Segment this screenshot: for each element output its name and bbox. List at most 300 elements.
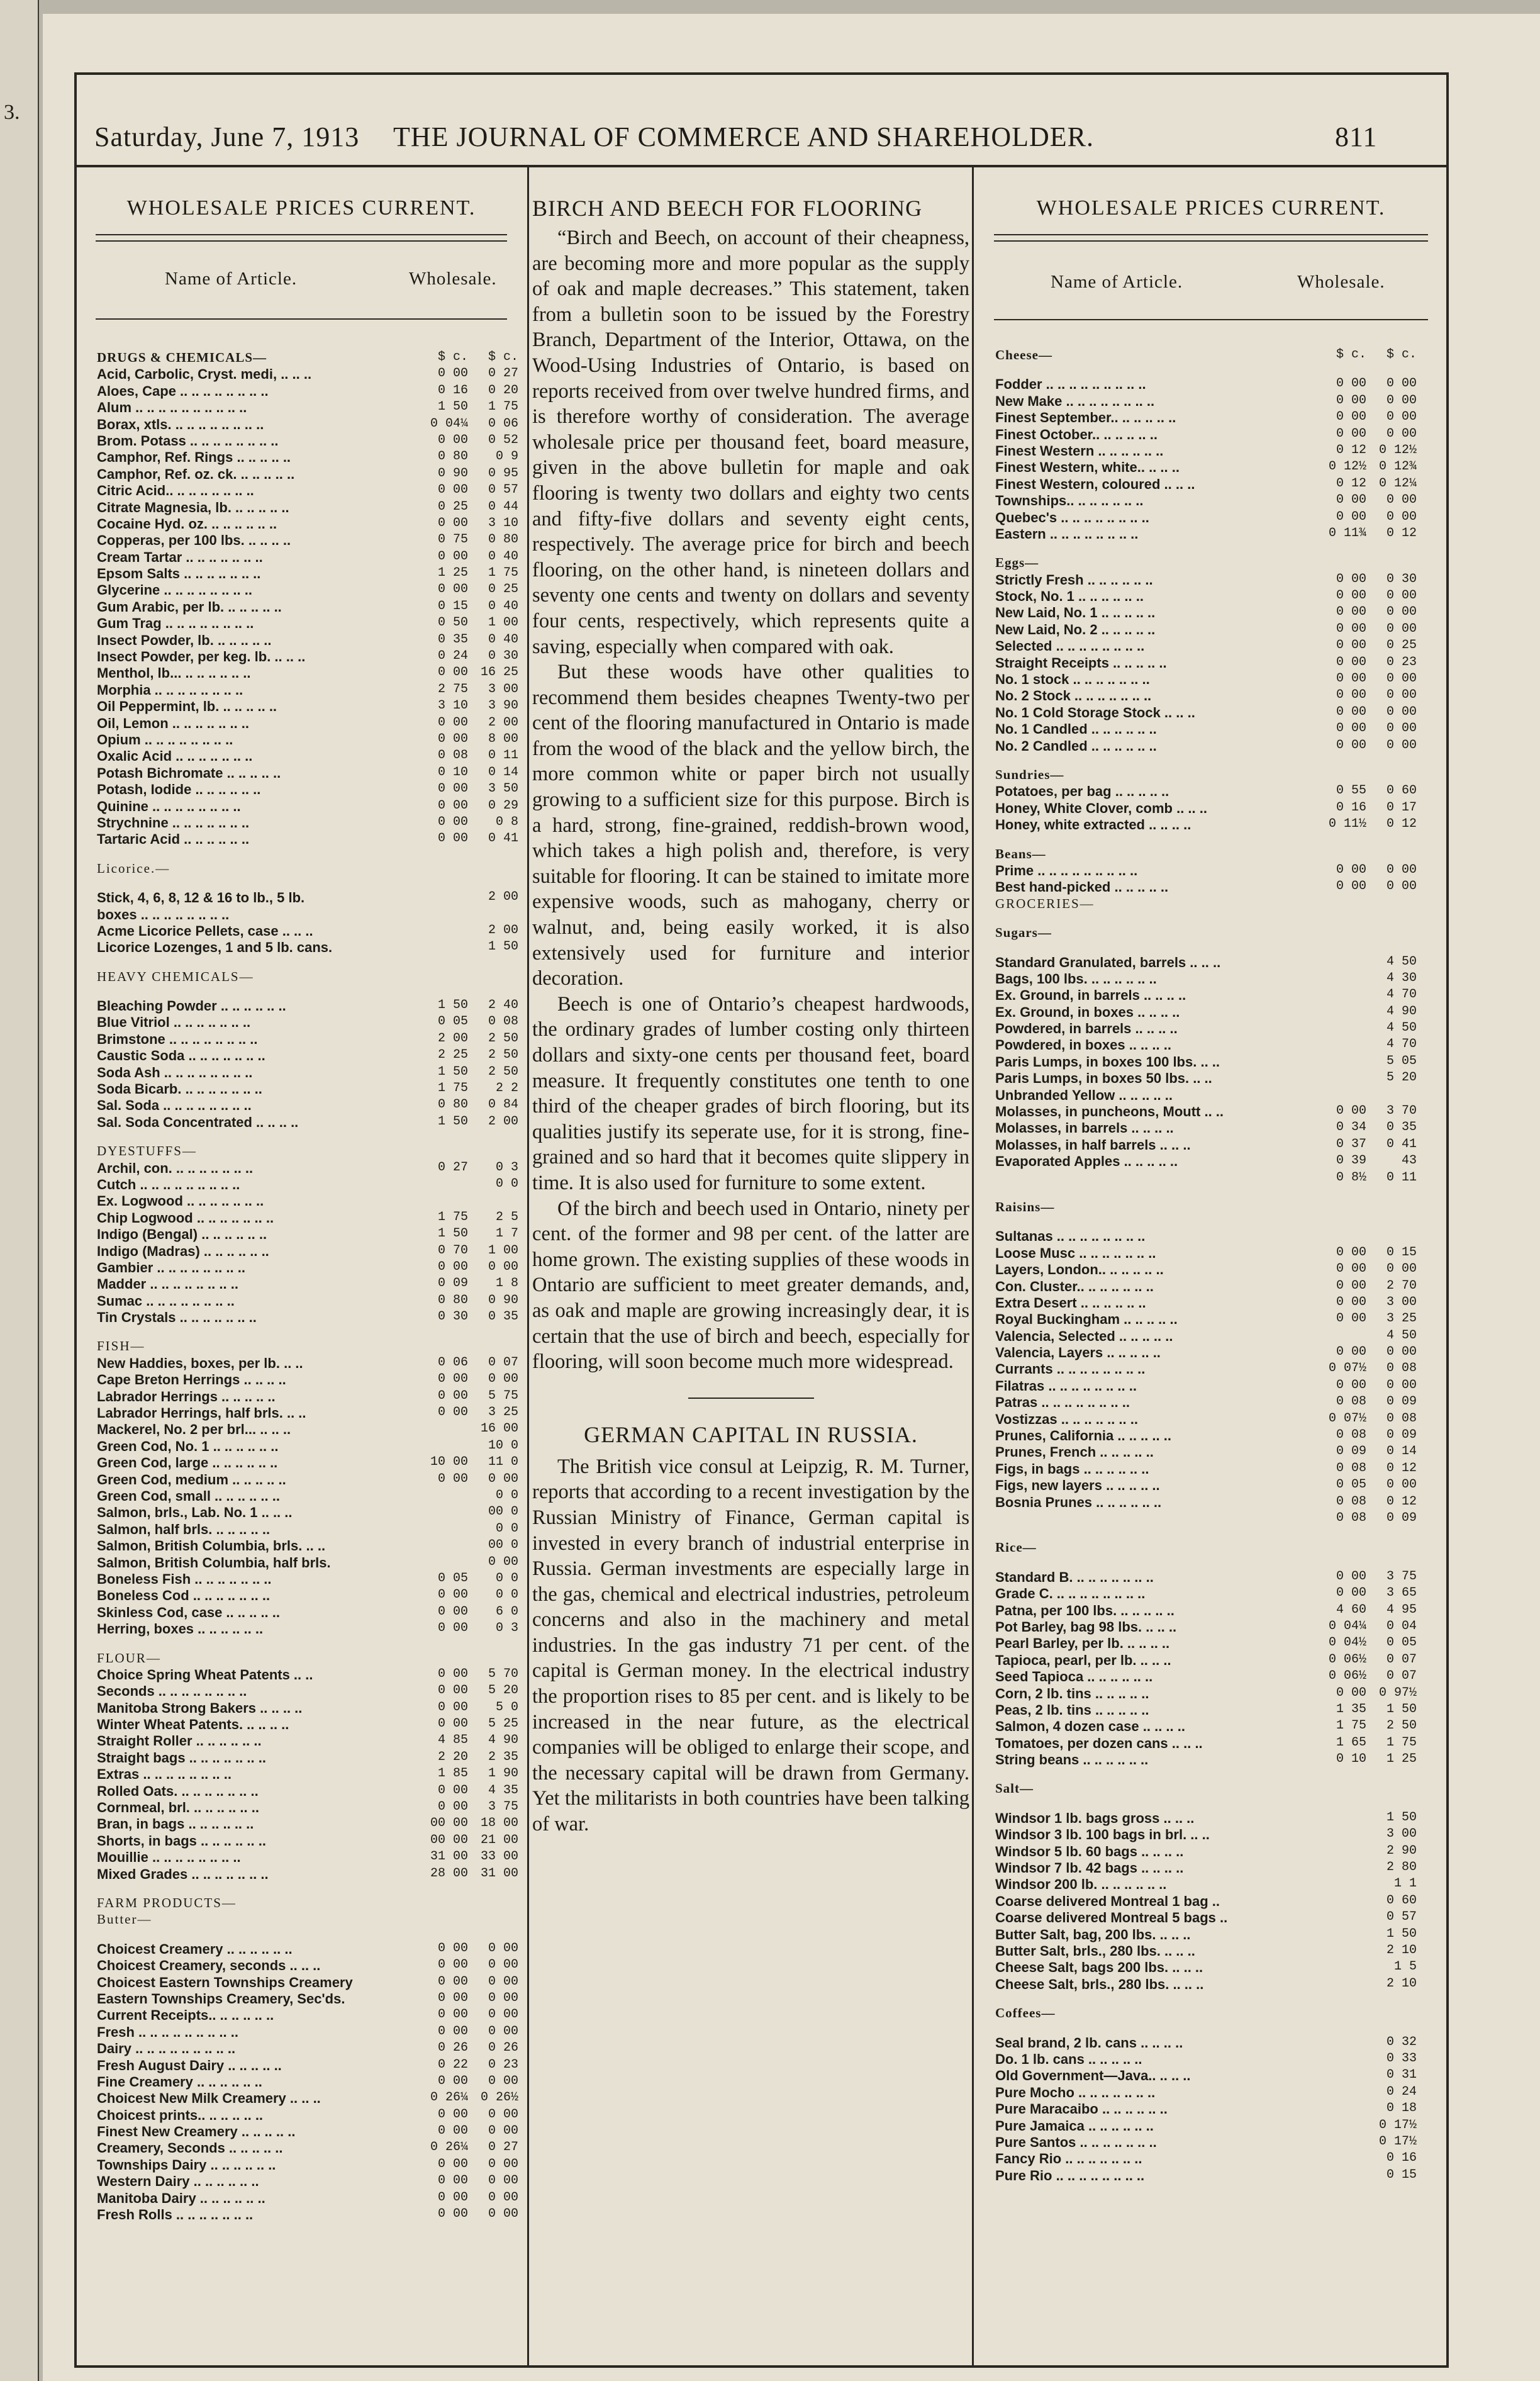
price-low: 0 00: [437, 432, 468, 447]
price-row: [97, 1210, 520, 1226]
row-spacer: [995, 1993, 1441, 2005]
price-row: [97, 1866, 520, 1883]
article-name: Morphia .. .. .. .. .. .. .. ..: [97, 681, 243, 698]
article-name: Sultanas .. .. .. .. .. .. .. ..: [995, 1228, 1146, 1245]
article-name: Tomatoes, per dozen cans .. .. ..: [995, 1735, 1203, 1751]
price-low: 0 00: [437, 1783, 468, 1798]
price-row: [97, 466, 520, 483]
price-low: 0 00: [437, 1990, 468, 2005]
price-low: 0 04½: [1329, 1635, 1367, 1650]
price-row: [97, 1309, 520, 1326]
article-name: Mackerel, No. 2 per brl... .. .. ..: [97, 1421, 291, 1438]
price-low: 0 00: [437, 731, 468, 746]
price-high: 5 05: [1386, 1053, 1417, 1068]
price-high: 0 00: [1386, 509, 1417, 524]
price-row: [97, 715, 520, 732]
article-name: Current Receipts.. .. .. .. .. ..: [97, 2007, 274, 2024]
price-row: [995, 1378, 1441, 1394]
left-col-name-header: Name of Article.: [165, 269, 298, 289]
article-name: Shorts, in bags .. .. .. .. .. ..: [97, 1832, 266, 1849]
price-low: 00 00: [430, 1816, 469, 1831]
right-price-list: [995, 347, 1441, 2184]
price-row: [995, 1959, 1441, 1976]
row-spacer: [995, 1527, 1441, 1540]
article-name: Unbranded Yellow .. .. .. .. ..: [995, 1087, 1173, 1103]
section-heading: [995, 925, 1441, 941]
article-name: Finest Western, white.. .. .. ..: [995, 459, 1180, 476]
price-high: 0 3: [495, 1621, 518, 1636]
price-high: 0 00: [488, 1974, 518, 1989]
price-row: [97, 1521, 520, 1538]
price-high: 1 75: [488, 400, 518, 415]
article-name: Windsor 5 lb. 60 bags .. .. .. ..: [995, 1843, 1184, 1859]
price-row: [995, 1893, 1441, 1910]
price-low: 0 12: [1336, 442, 1366, 457]
price-row: [97, 1081, 520, 1097]
price-high: 1 75: [488, 566, 518, 581]
price-high: 0 09: [1386, 1394, 1417, 1409]
price-row: [97, 2090, 520, 2107]
price-low: 0 39: [1336, 1153, 1366, 1168]
price-high: 1 90: [488, 1766, 518, 1781]
price-high: 0 00: [1386, 376, 1417, 391]
price-row: [995, 1087, 1441, 1104]
price-low: 0 00: [437, 1941, 468, 1956]
price-high: 0 00: [1386, 393, 1417, 408]
price-low: 1 35: [1336, 1701, 1366, 1717]
article-name: Prunes, California .. .. .. .. ..: [995, 1428, 1171, 1444]
price-low: 0 06½: [1329, 1652, 1367, 1667]
price-row: [97, 765, 520, 782]
article-name: Cheese—: [995, 347, 1052, 362]
price-low: 0 00: [1336, 1104, 1366, 1119]
price-low: 0 00: [1336, 737, 1366, 753]
price-row: [995, 1120, 1441, 1136]
article-name: No. 1 stock .. .. .. .. .. .. ..: [995, 671, 1150, 688]
price-row: [995, 1394, 1441, 1411]
article-name: Fodder .. .. .. .. .. .. .. .. ..: [995, 376, 1146, 393]
article-name: Patras .. .. .. .. .. .. .. ..: [995, 1394, 1130, 1411]
price-high: 3 10: [488, 515, 518, 530]
price-row: [995, 1411, 1441, 1428]
article-name: Cutch .. .. .. .. .. .. .. .. ..: [97, 1176, 240, 1192]
left-panel-title: WHOLESALE PRICES CURRENT.: [126, 196, 476, 220]
price-low: 1 75: [1336, 1718, 1366, 1734]
price-low: 0 07½: [1329, 1411, 1367, 1426]
article-name: Extras .. .. .. .. .. .. .. ..: [97, 1766, 232, 1783]
price-low: 0 06½: [1329, 1669, 1367, 1684]
article-name: Choicest Creamery .. .. .. .. .. ..: [97, 1941, 293, 1957]
row-spacer: [995, 1187, 1441, 1199]
price-high: 0 00: [488, 2024, 518, 2039]
price-row: [97, 1975, 520, 1991]
price-low: 0 04¼: [1329, 1618, 1367, 1633]
article-name: Prunes, French .. .. .. .. ..: [995, 1444, 1154, 1460]
article-name: Acid, Carbolic, Cryst. medi, .. .. ..: [97, 366, 312, 383]
price-row: [995, 1428, 1441, 1444]
article-name: Gambier .. .. .. .. .. .. .. ..: [97, 1259, 245, 1275]
price-row: [97, 483, 520, 499]
price-high: 0 00: [1386, 426, 1417, 441]
price-low: 0 00: [437, 1471, 468, 1486]
price-high: 0 57: [488, 483, 518, 498]
article-name: Licorice.—: [97, 860, 170, 876]
price-row: [995, 671, 1441, 688]
row-spacer: [995, 542, 1441, 555]
article-name: Old Government—Java.. .. .. ..: [995, 2068, 1191, 2084]
price-high: 0 00: [488, 1941, 518, 1956]
price-high: 1 75: [1386, 1735, 1417, 1750]
price-high: 4 90: [1386, 1004, 1417, 1019]
article-name: Paris Lumps, in boxes 100 lbs. .. ..: [995, 1053, 1220, 1070]
price-row: [97, 1389, 520, 1405]
article-name: Quebec's .. .. .. .. .. .. .. ..: [995, 509, 1149, 525]
price-low: 31 00: [430, 1849, 469, 1864]
price-row: [995, 1702, 1441, 1718]
price-low: 0 00: [437, 2007, 468, 2022]
price-row: [995, 879, 1441, 895]
price-low: 0 08: [1336, 1394, 1366, 1409]
price-low: 10 00: [430, 1455, 469, 1470]
price-row: [995, 2134, 1441, 2151]
article-name: Eastern Townships Creamery, Sec'ds.: [97, 1990, 345, 2007]
section-heading: [97, 350, 520, 366]
article-name: Rice—: [995, 1540, 1037, 1555]
article-name: Straight Roller .. .. .. .. .. ..: [97, 1733, 262, 1749]
article-name: Menthol, lb... .. .. .. .. .. ..: [97, 665, 251, 681]
row-spacer: [995, 834, 1441, 846]
price-low: 0 00: [437, 2124, 468, 2139]
price-row: [97, 1097, 520, 1114]
article-name: Valencia, Layers .. .. .. .. ..: [995, 1345, 1161, 1361]
price-low: 3 10: [437, 698, 468, 714]
price-low: 0 90: [437, 466, 468, 481]
price-high: 0 00: [1386, 1477, 1417, 1493]
price-low: 0 00: [1336, 654, 1366, 669]
price-high: 0 00: [1386, 721, 1417, 736]
article-name: Cream Tartar .. .. .. .. .. .. ..: [97, 549, 263, 565]
price-high: 0 60: [1386, 783, 1417, 798]
article-name: Borax, xtls. .. .. .. .. .. .. .. ..: [97, 416, 264, 432]
article-name: Coarse delivered Montreal 1 bag ..: [995, 1893, 1220, 1909]
article-name: Pure Mocho .. .. .. .. .. .. ..: [995, 2084, 1156, 2100]
price-high: 2 00: [488, 922, 518, 938]
price-high: 0 27: [488, 366, 518, 381]
price-row: [97, 1226, 520, 1243]
price-low: 0 00: [1336, 621, 1366, 636]
price-low: 0 00: [1336, 1311, 1366, 1326]
article-name: Salmon, 4 dozen case .. .. .. ..: [995, 1718, 1185, 1735]
article-name: Oil Peppermint, lb. .. .. .. .. ..: [97, 698, 277, 715]
price-row: [995, 443, 1441, 459]
price-low: 0 00: [437, 1974, 468, 1989]
article-name: Bosnia Prunes .. .. .. .. .. ..: [995, 1494, 1162, 1510]
price-high: 0 00: [1386, 1345, 1417, 1360]
article-name: Insect Powder, per keg. lb. .. .. ..: [97, 649, 306, 665]
price-low: 0 00: [437, 715, 468, 730]
price-row: [995, 376, 1441, 393]
article-name: Honey, white extracted .. .. .. ..: [995, 817, 1191, 833]
price-high: 2 70: [1386, 1278, 1417, 1293]
price-row: [97, 1472, 520, 1488]
price-low: 0 05: [437, 1571, 468, 1586]
right-header-rule: [994, 319, 1428, 320]
price-row: [995, 1844, 1441, 1860]
price-high: 2 90: [1386, 1843, 1417, 1858]
price-high: 0 27: [488, 2140, 518, 2155]
article-name: boxes .. .. .. .. .. .. .. ..: [97, 906, 230, 922]
article-name: Citric Acid.. .. .. .. .. .. .. ..: [97, 483, 254, 499]
article-name: Acme Licorice Pellets, case .. .. ..: [97, 922, 313, 939]
price-high: 0 04: [1386, 1618, 1417, 1633]
section-heading: [995, 846, 1441, 863]
price-row: [995, 1345, 1441, 1361]
price-row: [995, 1635, 1441, 1652]
price-row: [97, 1538, 520, 1554]
price-low: 0 00: [437, 831, 468, 846]
article-name: Strictly Fresh .. .. .. .. .. ..: [995, 571, 1153, 588]
article-name: Butter Salt, brls., 280 lbs. .. .. ..: [995, 1942, 1195, 1959]
price-row: [97, 798, 520, 815]
price-low: 0 00: [1336, 638, 1366, 653]
article-name: Choice Spring Wheat Patents .. ..: [97, 1666, 313, 1683]
price-high: 10 0: [488, 1438, 518, 1453]
price-row: [97, 615, 520, 632]
price-low: 2 25: [437, 1048, 468, 1063]
price-high: 0 00: [1386, 493, 1417, 508]
price-low: 0 00: [437, 1958, 468, 1973]
price-high: 0 11: [488, 748, 518, 763]
price-low: 0 30: [437, 1309, 468, 1325]
price-row: [995, 1037, 1441, 1053]
article-name: No. 1 Candled .. .. .. .. .. ..: [995, 721, 1157, 737]
adjacent-page-mark: 3.: [4, 101, 20, 124]
price-low: 0 00: [437, 2173, 468, 2188]
price-low: 0 00: [1336, 571, 1366, 586]
price-high: 2 00: [488, 715, 518, 730]
price-row: [97, 2007, 520, 2024]
article-name: Pearl Barley, per lb. .. .. .. ..: [995, 1635, 1170, 1652]
article-name: Gum Trag .. .. .. .. .. .. .. ..: [97, 615, 254, 632]
price-row: [995, 1170, 1441, 1187]
article-name: Con. Cluster.. .. .. .. .. .. ..: [995, 1278, 1154, 1294]
price-row: [97, 998, 520, 1014]
price-row: [97, 907, 520, 923]
price-high: 0 90: [488, 1292, 518, 1308]
right-price-column: [975, 165, 1447, 2367]
article-name: Beans—: [995, 846, 1046, 861]
article-name: Standard B. .. .. .. .. .. .. ..: [995, 1569, 1154, 1585]
price-high: 0 9: [495, 449, 518, 464]
price-high: 1 50: [1386, 1810, 1417, 1825]
price-high: 0 00: [488, 2107, 518, 2122]
price-row: [97, 1941, 520, 1958]
price-row: [97, 782, 520, 798]
article-name: Herring, boxes .. .. .. .. .. ..: [97, 1621, 264, 1637]
price-row: [97, 2157, 520, 2173]
price-high: 0 0: [495, 1488, 518, 1503]
price-row: [97, 1293, 520, 1309]
price-row: [995, 1311, 1441, 1328]
price-low: 0 00: [1336, 1262, 1366, 1277]
article-name: Brimstone .. .. .. .. .. .. .. ..: [97, 1031, 258, 1047]
price-row: [995, 2101, 1441, 2117]
right-col-name-header: Name of Article.: [1051, 272, 1183, 292]
price-low: 0 00: [437, 1588, 468, 1603]
price-row: [97, 1421, 520, 1438]
price-low: 0 34: [1336, 1120, 1366, 1135]
price-row: [97, 1260, 520, 1276]
price-low: 0 00: [437, 2190, 468, 2205]
row-spacer: [97, 848, 520, 861]
price-low: 1 50: [437, 1064, 468, 1079]
article-name: Royal Buckingham .. .. .. .. ..: [995, 1311, 1178, 1328]
price-row: [97, 532, 520, 549]
article-name: Oil, Lemon .. .. .. .. .. .. ..: [97, 715, 250, 731]
price-low: 2 00: [437, 1031, 468, 1046]
price-low: 0 05: [437, 1014, 468, 1029]
price-row: [995, 1586, 1441, 1602]
price-high: 0 18: [1386, 2101, 1417, 2116]
price-high: 2 35: [488, 1749, 518, 1764]
row-spacer: [97, 1929, 520, 1941]
adjacent-page-edge: [0, 0, 39, 2381]
price-high: 0 09: [1386, 1511, 1417, 1525]
article-paragraph: Of the birch and beech used in Ontario, ninety per cent. of the former and 98 per cent. of the latter are home grown. The existing supplies of these woods in Ontario are sufficient to meet greater demands, and, as oak and maple are growing increasingly dear, it is certain that the use of birch and beech, especially for flooring, will soon become much more widespread.: [532, 1197, 969, 1374]
price-row: [995, 955, 1441, 971]
price-low: 0 00: [437, 2107, 468, 2122]
price-row: [995, 459, 1441, 476]
article-name: Cornmeal, brl. .. .. .. .. .. ..: [97, 1800, 259, 1816]
price-row: [97, 649, 520, 665]
article-name: Molasses, in half barrels .. .. ..: [995, 1136, 1191, 1153]
price-high: 43: [1401, 1153, 1417, 1168]
price-low: 0 08: [1336, 1460, 1366, 1476]
price-row: [97, 831, 520, 848]
price-high: 1 00: [488, 615, 518, 630]
price-high: $ c.: [488, 350, 518, 364]
article-name: Ex. Logwood .. .. .. .. .. .. ..: [97, 1193, 264, 1209]
price-low: 0 08: [1336, 1494, 1366, 1509]
price-row: [995, 2035, 1441, 2051]
price-low: 0 00: [437, 1700, 468, 1715]
price-high: 0 3: [495, 1160, 518, 1175]
row-spacer: [97, 1131, 520, 1143]
price-high: 0 52: [488, 432, 518, 447]
price-row: [995, 1295, 1441, 1311]
price-row: [97, 665, 520, 681]
price-high: 5 20: [488, 1683, 518, 1698]
price-row: [995, 817, 1441, 833]
price-row: [995, 1976, 1441, 1993]
price-high: 0 97½: [1378, 1685, 1417, 1700]
article-name: Butter—: [97, 1912, 152, 1927]
price-low: 0 10: [1336, 1752, 1366, 1767]
price-low: 1 50: [437, 1114, 468, 1129]
price-low: 0 8½: [1336, 1170, 1366, 1185]
price-low: 0 22: [437, 2057, 468, 2072]
price-row: [995, 588, 1441, 605]
right-title-rule-2: [994, 240, 1428, 242]
price-low: 1 85: [437, 1766, 468, 1781]
article-name: Sal. Soda .. .. .. .. .. .. .. ..: [97, 1097, 252, 1114]
price-high: 2 5: [495, 1209, 518, 1224]
article-name: Pure Rio .. .. .. .. .. .. .. ..: [995, 2167, 1145, 2183]
price-low: 0 00: [437, 1405, 468, 1420]
price-high: 0 8: [495, 814, 518, 829]
price-high: 4 70: [1386, 987, 1417, 1002]
price-row: [995, 863, 1441, 879]
article-name: Brom. Potass .. .. .. .. .. .. .. ..: [97, 432, 279, 449]
article-name: Fine Creamery .. .. .. .. .. ..: [97, 2073, 262, 2090]
price-high: 3 90: [488, 698, 518, 714]
article-title-birch: BIRCH AND BEECH FOR FLOORING: [532, 196, 923, 221]
price-row: [97, 1816, 520, 1832]
price-high: 1 1: [1393, 1876, 1417, 1891]
price-row: [995, 2068, 1441, 2084]
price-high: 1 00: [488, 1243, 518, 1258]
price-low: 0 10: [437, 765, 468, 780]
article-name: Windsor 3 lb. 100 bags in brl. .. ..: [995, 1827, 1210, 1843]
price-high: 0 40: [488, 598, 518, 613]
section-heading: [995, 896, 1441, 912]
row-spacer: [995, 1768, 1441, 1781]
price-high: 0 12: [1386, 1494, 1417, 1509]
article-name: Cheese Salt, brls., 280 lbs. .. .. ..: [995, 1976, 1204, 1992]
price-row: [97, 516, 520, 532]
price-low: 0 00: [437, 2073, 468, 2088]
price-row: [995, 1860, 1441, 1876]
price-high: 3 50: [488, 782, 518, 797]
price-low: 0 00: [437, 549, 468, 564]
article-name: Filatras .. .. .. .. .. .. .. ..: [995, 1377, 1137, 1394]
article-name: Grade C. .. .. .. .. .. .. .. ..: [995, 1586, 1146, 1602]
article-name: New Make .. .. .. .. .. .. .. ..: [995, 393, 1155, 409]
article-name: Do. 1 lb. cans .. .. .. .. ..: [995, 2051, 1142, 2067]
price-row: [97, 2124, 520, 2140]
price-row: [97, 1849, 520, 1866]
price-low: 0 00: [1336, 1294, 1366, 1309]
article-name: Choicest New Milk Creamery .. .. ..: [97, 2090, 321, 2107]
article-name: Manitoba Dairy .. .. .. .. .. ..: [97, 2190, 265, 2206]
price-row: [97, 2024, 520, 2041]
article-name: Bags, 100 lbs. .. .. .. .. .. ..: [995, 970, 1157, 987]
article-name: Quinine .. .. .. .. .. .. .. ..: [97, 798, 241, 814]
column-rule-left: [527, 165, 529, 2367]
price-high: 0 08: [488, 1014, 518, 1029]
price-low: 0 75: [437, 532, 468, 547]
price-high: 0 00: [1386, 1377, 1417, 1392]
price-row: [97, 1031, 520, 1048]
price-low: 0 00: [437, 515, 468, 530]
article-name: Pot Barley, bag 98 lbs. .. .. ..: [995, 1618, 1177, 1635]
article-name: Cape Breton Herrings .. .. .. ..: [97, 1372, 286, 1388]
price-high: 0 44: [488, 499, 518, 514]
article-name: Boneless Cod .. .. .. .. .. .. ..: [97, 1588, 271, 1604]
row-spacer: [995, 364, 1441, 376]
price-row: [995, 1494, 1441, 1511]
price-row: [97, 2140, 520, 2156]
price-low: 0 09: [437, 1276, 468, 1291]
price-high: 0 00: [488, 2124, 518, 2139]
price-row: [995, 1735, 1441, 1752]
price-low: 0 00: [1336, 410, 1366, 425]
price-low: 0 27: [437, 1160, 468, 1175]
price-row: [97, 1488, 520, 1504]
price-high: 0 32: [1386, 2034, 1417, 2049]
price-high: 33 00: [480, 1849, 518, 1864]
article-paragraph: Beech is one of Ontario’s cheapest hardwoods, the ordinary grades of lumber costing only thirteen dollars and sixty-one cents per thousand feet, board measure. It frequently constitutes one tenth to one third of the cheaper grades of birch flooring, but its qualities justify its seperate use, for it is strong, fine-grained and so hard that it becomes quite slippery in time. It is also used for furniture to some extent.: [532, 992, 969, 1194]
